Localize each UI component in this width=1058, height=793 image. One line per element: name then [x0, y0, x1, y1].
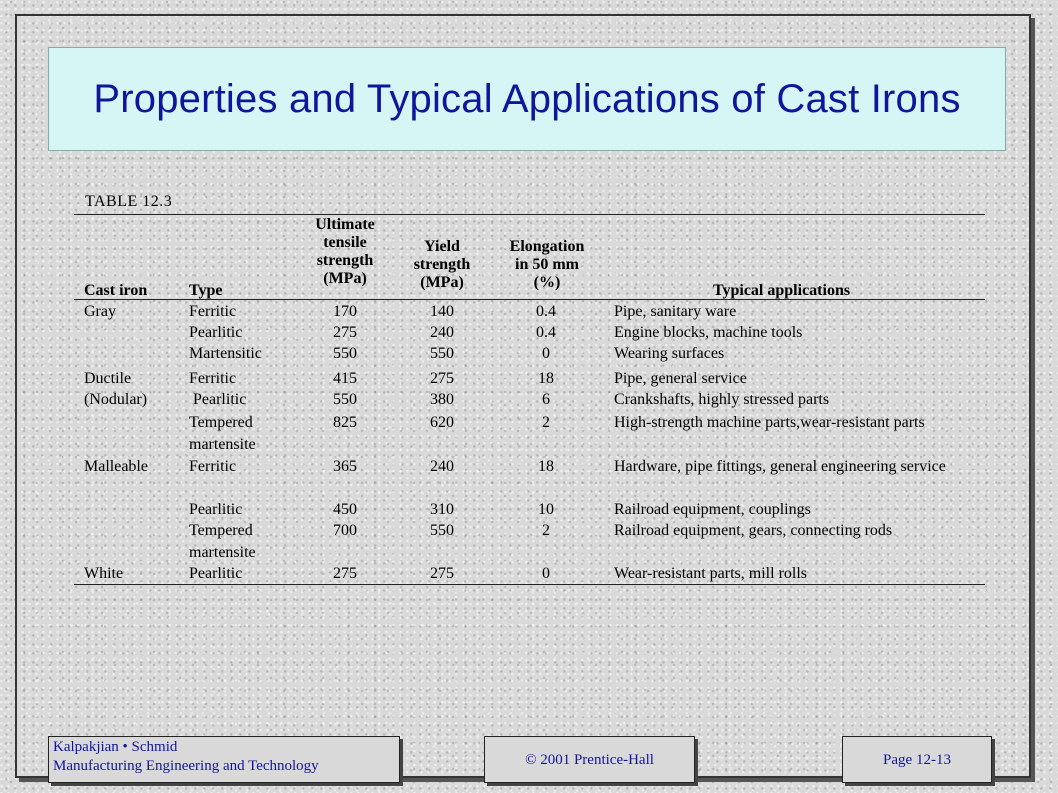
cell-type: Tempered martensite: [189, 414, 256, 453]
title-banner: [48, 47, 1006, 151]
header-yield: [400, 238, 484, 292]
cell-type: Ferritic: [189, 303, 237, 320]
cell-application: Wearing surfaces: [614, 345, 725, 362]
cell-type: Pearlitic: [189, 391, 247, 408]
cell-elongation: 2: [542, 414, 550, 431]
cell-cast-iron: Malleable: [84, 458, 148, 475]
cell-elongation: 18: [538, 370, 554, 387]
header-applications: Typical applications: [713, 282, 851, 299]
slide-title: Properties and Typical Applications of Cast Irons: [93, 76, 961, 121]
cell-type: Pearlitic: [189, 324, 243, 341]
cell-uts: 700: [333, 522, 357, 539]
footer-book-info: [48, 736, 400, 783]
cell-elongation: 18: [538, 458, 554, 475]
footer-copyright: © 2001 Prentice-Hall: [484, 736, 695, 783]
cell-yield: 550: [430, 345, 454, 362]
cell-application: Crankshafts, highly stressed parts: [614, 391, 830, 408]
cell-application: Pipe, general service: [614, 370, 747, 387]
cell-yield: 240: [430, 458, 454, 475]
cell-application: Railroad equipment, gears, connecting rods: [614, 522, 893, 539]
cell-uts: 450: [333, 501, 357, 518]
cell-type: Ferritic: [189, 370, 237, 387]
footer-authors: Kalpakjian • Schmid: [53, 739, 178, 755]
cell-type: Martensitic: [189, 345, 262, 362]
cell-yield: 275: [430, 370, 454, 387]
cell-uts: 170: [333, 303, 357, 320]
cell-cast-iron: White: [84, 565, 124, 582]
cell-yield: 240: [430, 324, 454, 341]
cell-yield: 275: [430, 565, 454, 582]
header-uts-line: strength: [316, 252, 374, 269]
cell-cast-iron: Ductile: [84, 370, 132, 387]
header-uts-line: Ultimate: [315, 216, 375, 233]
header-uts-line: (MPa): [323, 270, 367, 287]
cell-uts: 275: [333, 565, 357, 582]
cell-type: Pearlitic: [189, 565, 243, 582]
cell-application: Wear-resistant parts, mill rolls: [614, 565, 808, 582]
header-type: Type: [189, 282, 223, 299]
footer-page-number: Page 12-13: [842, 736, 992, 783]
cell-yield: 380: [430, 391, 454, 408]
cell-uts: 825: [333, 414, 357, 431]
header-elongation-line: Elongation: [509, 238, 585, 255]
header-elongation-line: (%): [533, 274, 561, 291]
cell-application: Railroad equipment, couplings: [614, 501, 811, 518]
cell-yield: 140: [430, 303, 454, 320]
cell-type: Ferritic: [189, 458, 237, 475]
cell-elongation: 0.4: [536, 303, 556, 320]
cell-application: High-strength machine parts,wear-resistant parts: [614, 414, 925, 431]
cell-cast-iron: (Nodular): [84, 391, 148, 408]
header-yield-line: (MPa): [420, 274, 464, 291]
cell-elongation: 0: [542, 345, 550, 362]
cell-cast-iron: Gray: [84, 303, 116, 320]
cell-elongation: 6: [542, 391, 550, 408]
header-yield-line: Yield: [424, 238, 460, 255]
cell-elongation: 10: [538, 501, 554, 518]
cell-type: Pearlitic: [189, 501, 243, 518]
cell-uts: 365: [333, 458, 357, 475]
cell-application: Pipe, sanitary ware: [614, 303, 737, 320]
cell-yield: 310: [430, 501, 454, 518]
cell-application: Engine blocks, machine tools: [614, 324, 803, 341]
header-elongation-line: in 50 mm: [515, 256, 579, 273]
cell-elongation: 0: [542, 565, 550, 582]
header-uts-line: tensile: [323, 234, 367, 251]
cell-uts: 550: [333, 391, 357, 408]
cell-elongation: 0.4: [536, 324, 556, 341]
header-cast-iron: Cast iron: [84, 282, 148, 299]
cell-application: Hardware, pipe fittings, general engineering service: [614, 458, 946, 475]
cell-uts: 275: [333, 324, 357, 341]
footer-book-title: Manufacturing Engineering and Technology: [53, 758, 319, 774]
cell-yield: 620: [430, 414, 454, 431]
cell-uts: 550: [333, 345, 357, 362]
table-label: TABLE 12.3: [85, 193, 173, 210]
cell-yield: 550: [430, 522, 454, 539]
table-top-rule: [74, 214, 985, 215]
cell-uts: 415: [333, 370, 357, 387]
cell-type: Tempered martensite: [189, 522, 256, 561]
header-uts: [297, 216, 393, 288]
header-yield-line: strength: [413, 256, 471, 273]
header-elongation: [495, 238, 599, 292]
cell-elongation: 2: [542, 522, 550, 539]
